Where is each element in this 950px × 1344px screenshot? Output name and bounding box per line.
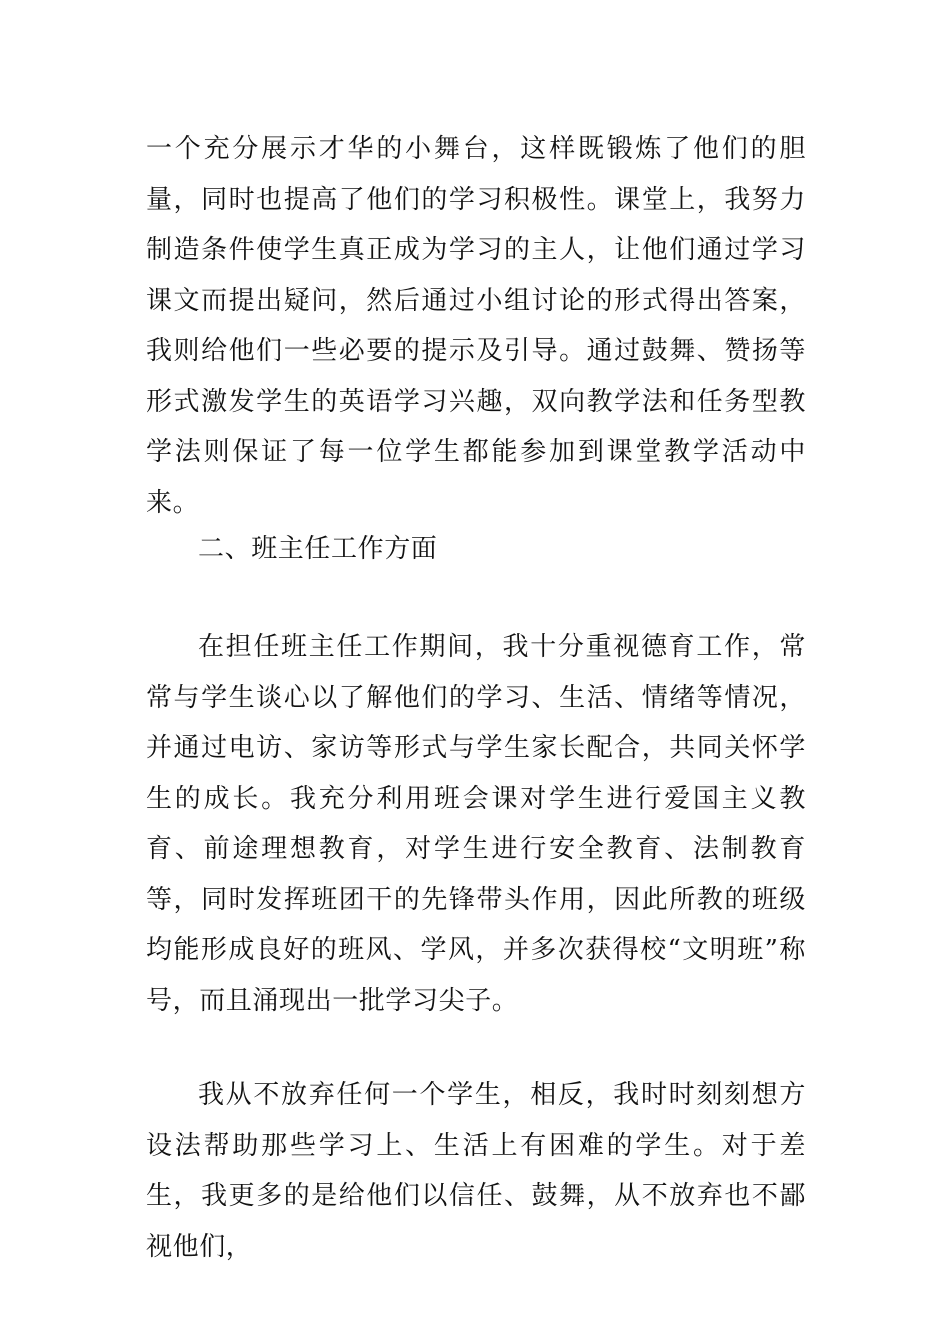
section-heading: 二、班主任工作方面 <box>198 534 438 564</box>
paragraph-helping-students: 我从不放弃任何一个学生，相反，我时时刻刻想方设法帮助那些学习上、生活上有困难的学生。对于差生，我更多的是给他们以信任、鼓舞，从不放弃也不鄙视他们， <box>146 1080 806 1262</box>
paragraph-continuation: 一个充分展示才华的小舞台，这样既锻炼了他们的胆量，同时也提高了他们的学习积极性。课堂上，我努力制造条件使学生真正成为学习的主人，让他们通过学习课文而提出疑问，然后通过小组讨论的形式得出答案，我则给他们一些必要的提示及引导。通过鼓舞、赞扬等形式激发学生的英语学习兴趣，双向教学法和任务型教学法则保证了每一位学生都能参加到课堂教学活动中来。 <box>146 134 806 518</box>
paragraph-class-teacher-work: 在担任班主任工作期间，我十分重视德育工作，常常与学生谈心以了解他们的学习、生活、情绪等情况，并通过电访、家访等形式与学生家长配合，共同关怀学生的成长。我充分利用班会课对学生进行爱国主义教育、前途理想教育，对学生进行安全教育、法制教育等，同时发挥班团干的先锋带头作用，因此所教的班级均能形成良好的班风、学风，并多次获得校“文明班”称号，而且涌现出一批学习尖子。 <box>146 632 806 1016</box>
